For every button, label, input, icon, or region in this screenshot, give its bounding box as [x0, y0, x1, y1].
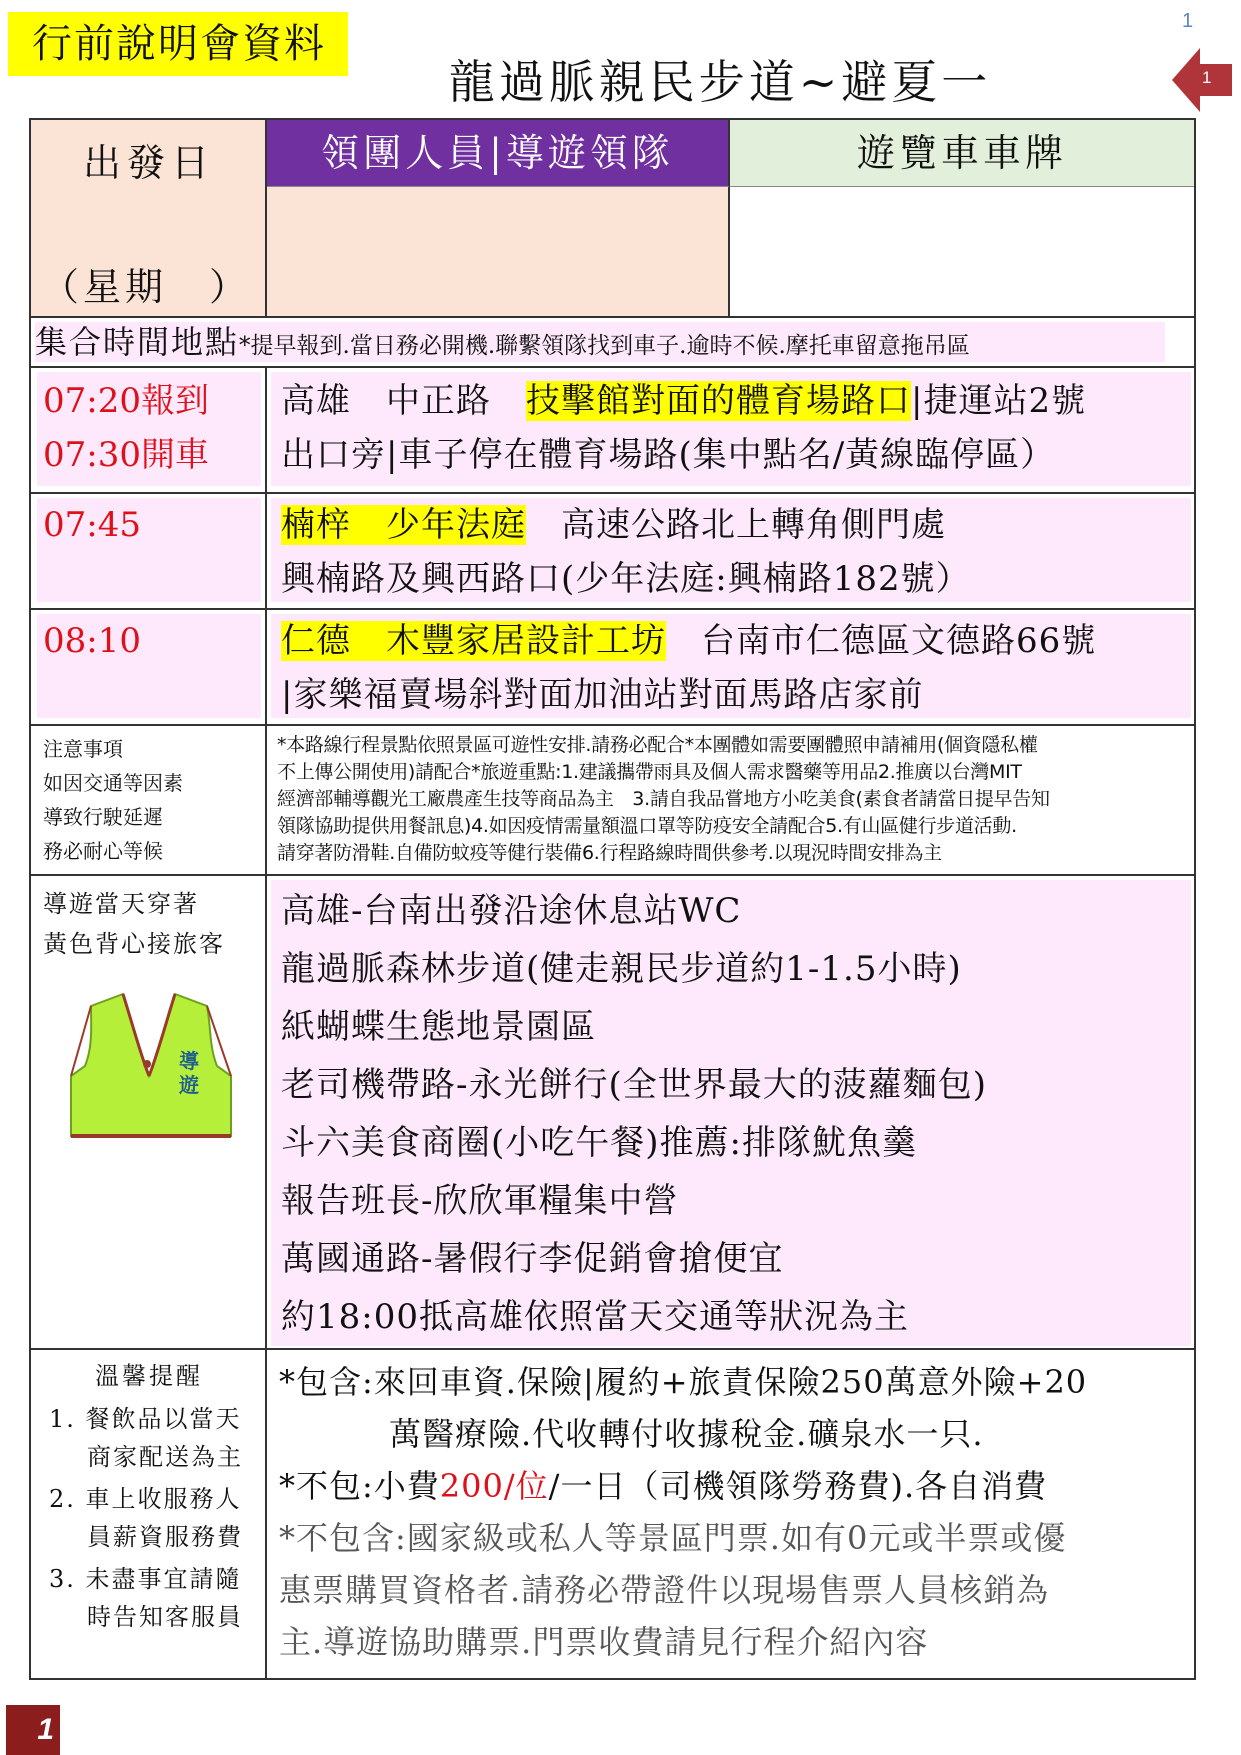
fee-exclude — [279, 1460, 1194, 1512]
reminder-text: 商家配送為主 — [87, 1443, 243, 1471]
fee-include-2: 萬醫療險.代收轉付收據稅金.礦泉水一只. — [389, 1415, 984, 1453]
reminder-cell — [31, 1348, 267, 1678]
guide-value-cell — [267, 186, 730, 316]
reminder-num: 1. — [49, 1405, 76, 1433]
stop-2-place-cell — [267, 492, 1194, 608]
stop-1-line-2: 出口旁|車子停在體育場路(集中點名/黃線臨停區） — [281, 435, 1056, 475]
itinerary-item: 紙蝴蝶生態地景園區 — [281, 1007, 596, 1047]
notice-line: 請穿著防滑鞋.自備防蚊疫等健行裝備6.行程路線時間供參考.以現況時間安排為主 — [277, 842, 942, 864]
reminder-item — [49, 1560, 243, 1636]
assembly-note: *提早報到.當日務必開機.聯繫領隊找到車子.逾時不候.摩托車留意拖吊區 — [239, 333, 970, 359]
badge-number: 1 — [1202, 68, 1212, 87]
guide-header — [267, 120, 730, 186]
itinerary-list — [281, 882, 1181, 1346]
page-number: 1 — [1182, 10, 1194, 32]
bus-value-cell — [730, 186, 1194, 316]
stop-3-line-1 — [281, 616, 1096, 666]
weekday-label: （星期 ） — [41, 265, 252, 309]
stop-2-suffix: 高速公路北上轉角側門處 — [526, 505, 946, 545]
reminder-text: 餐飲品以當天 — [85, 1405, 242, 1433]
stop-1-place-cell — [267, 366, 1194, 492]
guide-label: 領團人員|導遊領隊 — [321, 131, 674, 175]
notice-left-line: 如因交通等因素 — [43, 771, 183, 795]
document-title: 龍過脈親民步道~避夏一 — [448, 55, 992, 109]
assembly-label: 集合時間地點 — [35, 323, 240, 361]
departure-label: 出發日 — [82, 141, 215, 185]
stop-2-line-2: 興楠路及興西路口(少年法庭:興楠路182號） — [281, 559, 971, 599]
stop-3-place-cell — [267, 608, 1194, 724]
itinerary-item: 龍過脈森林步道(健走親民步道約1-1.5小時) — [281, 949, 962, 989]
stop-1-city: 高雄 中正路 — [281, 381, 526, 421]
stop-2-time-cell — [31, 492, 267, 608]
notice-line: 領隊協助提供用餐訊息)4.如因疫情需量額溫口罩等防疫安全請配合5.有山區健行步道活動. — [277, 815, 1017, 837]
stop-3-suffix: 台南市仁德區文德路66號 — [666, 621, 1097, 661]
itinerary-item: 萬國通路-暑假行李促銷會搶便宜 — [281, 1239, 784, 1279]
notice-line: 經濟部輔導觀光工廠農產生技等商品為主 3.請自我品嘗地方小吃美食(素食者請當日提早告知 — [277, 788, 1050, 810]
reminder-num: 2. — [49, 1485, 76, 1513]
itinerary-item: 約18:00抵高雄依照當天交通等狀況為主 — [281, 1297, 909, 1337]
reminder-num: 3. — [49, 1565, 76, 1593]
vest-text: 導 — [179, 1049, 199, 1073]
corner-tag: 行前說明會資料 — [8, 12, 348, 76]
bus-label: 遊覽車車牌 — [856, 131, 1067, 175]
departure-cell — [31, 120, 267, 316]
fee-include-1: *包含:來回車資.保險|履約+旅責保險250萬意外險+20 — [279, 1363, 1088, 1401]
stop-1-depart-time: 07:30開車 — [43, 435, 209, 475]
reminder-item — [49, 1480, 243, 1556]
back-arrow-badge[interactable] — [1172, 44, 1232, 116]
stop-1-checkin-time: 07:20報到 — [43, 381, 209, 421]
stop-1-suffix: |捷運站2號 — [911, 381, 1087, 421]
guide-note-line: 導遊當天穿著 — [43, 890, 199, 918]
guide-note-line: 黃色背心接旅客 — [43, 930, 225, 958]
notice-right-cell — [267, 724, 1194, 874]
fees-cell — [267, 1348, 1194, 1678]
stop-1-time-cell — [31, 366, 267, 492]
itinerary-table — [29, 118, 1196, 1680]
vest-text: 遊 — [179, 1073, 199, 1097]
itinerary-item: 報告班長-欣欣軍糧集中營 — [281, 1181, 679, 1221]
assembly-line — [35, 322, 1165, 362]
stop-3-time: 08:10 — [43, 621, 141, 661]
reminder-text: 車上收服務人 — [85, 1485, 242, 1513]
reminder-title: 溫馨提醒 — [95, 1362, 203, 1390]
reminder-text: 員薪資服務費 — [87, 1523, 243, 1551]
stop-3-time-cell — [31, 608, 267, 724]
fee-tickets-2: 惠票購買資格者.請務必帶證件以現場售票人員核銷為 — [279, 1571, 1050, 1609]
stop-1-highlight: 技擊館對面的體育場路口 — [526, 381, 911, 421]
stop-3-highlight: 仁德 木豐家居設計工坊 — [281, 621, 666, 661]
notice-left-line: 導致行駛延遲 — [43, 805, 163, 829]
stop-3-line-2: |家樂福賣場斜對面加油站對面馬路店家前 — [281, 675, 924, 715]
stop-2-line-1 — [281, 500, 946, 550]
itinerary-cell — [267, 874, 1194, 1348]
bus-header — [730, 120, 1194, 186]
fee-tickets-1: *不包含:國家級或私人等景區門票.如有0元或半票或優 — [279, 1519, 1067, 1557]
notice-line: 不上傳公開使用)請配合*旅遊重點:1.建議攜帶雨具及個人需求醫藥等用品2.推廣以台灣MIT — [277, 761, 1022, 783]
notice-left-line: 注意事項 — [43, 737, 123, 761]
fee-exclude-label: *不包:小費 — [279, 1467, 440, 1505]
reminder-text: 未盡事宜請隨 — [85, 1565, 242, 1593]
notice-left-cell — [31, 724, 267, 874]
reminder-text: 時告知客服員 — [87, 1603, 243, 1631]
guide-note-cell — [31, 874, 267, 1348]
footer-page-number: 1 — [6, 1705, 60, 1755]
reminder-item — [49, 1400, 243, 1476]
fee-tickets-3: 主.導遊協助購票.門票收費請見行程介紹內容 — [279, 1623, 929, 1661]
stop-2-time: 07:45 — [43, 505, 141, 545]
yellow-vest-icon — [61, 986, 241, 1146]
itinerary-item: 斗六美食商圈(小吃午餐)推薦:排隊魷魚羹 — [281, 1123, 917, 1163]
assembly-row — [31, 316, 1194, 366]
itinerary-item: 老司機帶路-永光餅行(全世界最大的菠蘿麵包) — [281, 1065, 988, 1105]
fee-exclude-detail: /一日（司機領隊勞務費).各自消費 — [548, 1467, 1048, 1505]
stop-2-highlight: 楠梓 少年法庭 — [281, 505, 526, 545]
notice-left-line: 務必耐心等候 — [43, 839, 163, 863]
notice-line: *本路線行程景點依照景區可遊性安排.請務必配合*本團體如需要團體照申請補用(個資隱私權 — [277, 734, 1038, 756]
fee-exclude-price: 200/位 — [439, 1467, 549, 1505]
stop-1-line-1 — [281, 376, 1086, 426]
itinerary-item: 高雄-台南出發沿途休息站WC — [281, 891, 742, 931]
